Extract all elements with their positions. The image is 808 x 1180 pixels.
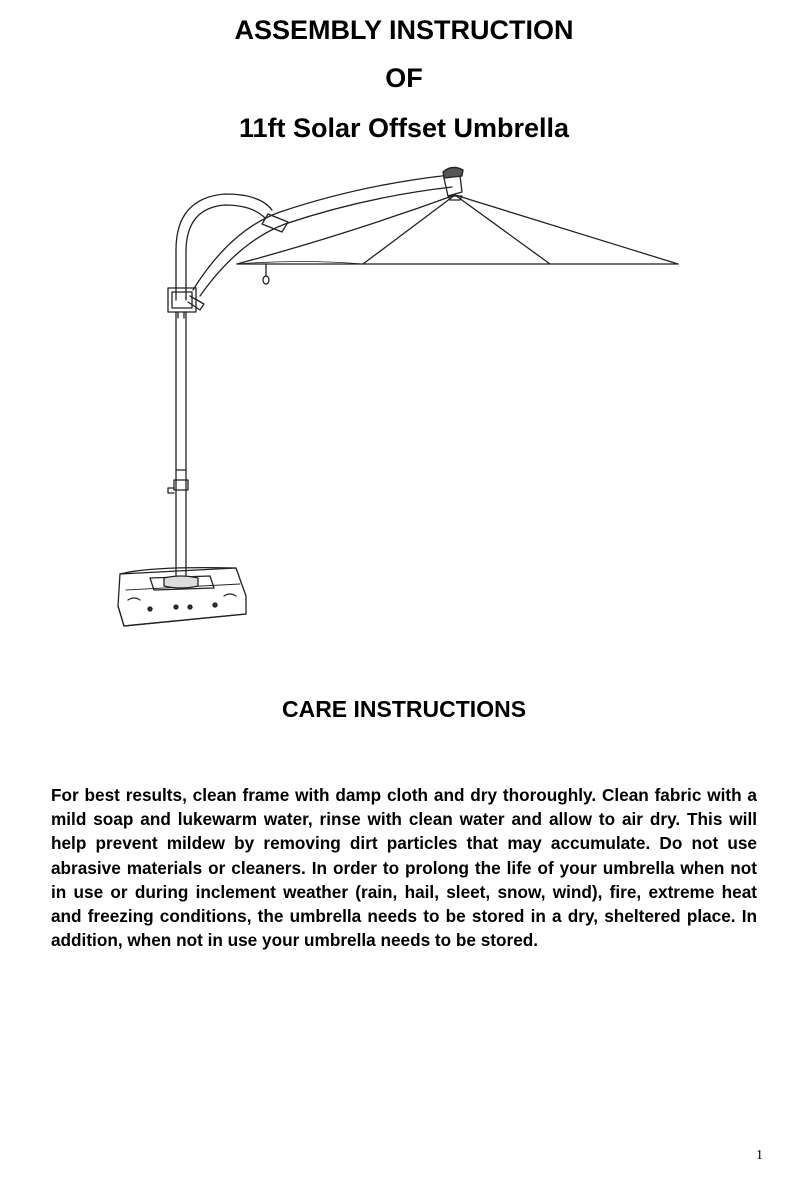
- solar-cap: [443, 167, 463, 200]
- pull-cord: [263, 264, 269, 284]
- page-number: 1: [756, 1148, 763, 1163]
- title-line-3: 11ft Solar Offset Umbrella: [238, 113, 570, 143]
- care-instructions-body: For best results, clean frame with damp cloth and dry thoroughly. Clean fabric with a mild soap and lukewarm water, rinse with clean water and allow to air dry. This will help prevent mildew by removing dirt particles that may accumulate. Do not use abrasive materials or cleaners. In order to prolong the life of your umbrella when not in use or during inclement weather (rain, hail, sleet, snow, wind), fire, extreme heat and freezing conditions, the umbrella needs to be stored in a dry, sheltered place. In addition, when not in use your umbrella needs to be stored.: [51, 785, 757, 951]
- canopy: [237, 195, 678, 264]
- title-line-1: ASSEMBLY INSTRUCTION: [234, 15, 574, 45]
- umbrella-base: [118, 568, 246, 626]
- care-instructions-heading: CARE INSTRUCTIONS: [281, 696, 527, 722]
- offset-umbrella-illustration: [100, 160, 700, 640]
- pole: [168, 312, 188, 580]
- upper-arm: [176, 194, 272, 300]
- cantilever-arm: [193, 175, 452, 296]
- title-line-2: OF: [385, 63, 423, 93]
